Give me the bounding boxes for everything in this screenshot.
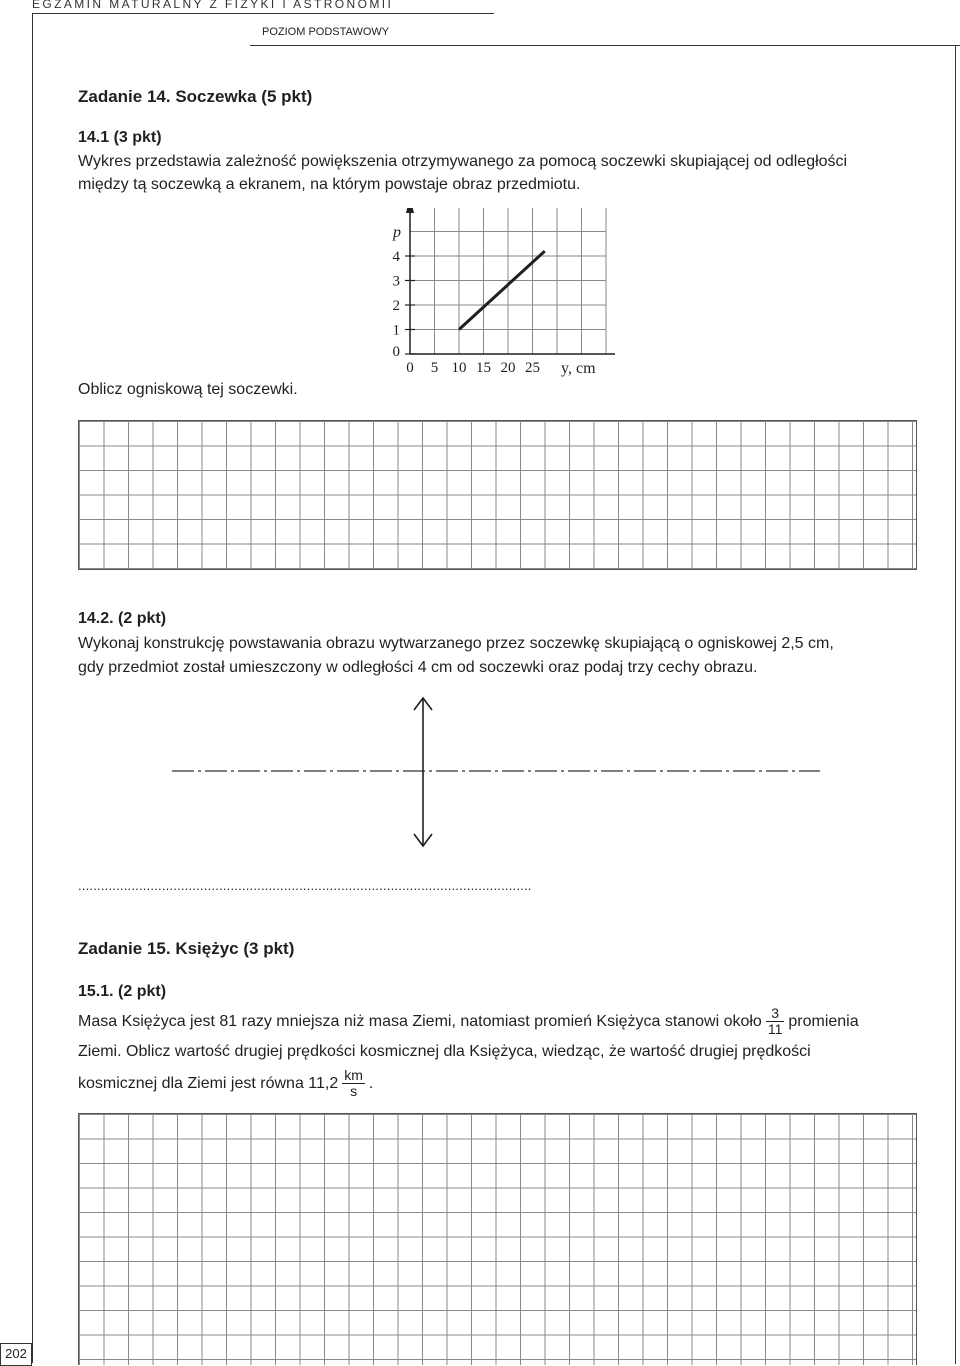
y-tick-label: 0: [392, 344, 400, 360]
x-tick-label: 25: [525, 360, 540, 376]
y-tick-label: 4: [392, 249, 400, 265]
task14-1-text-line2: między tą soczewką a ekranem, na którym powstaje obraz przedmiotu.: [78, 176, 581, 193]
level-rule: [250, 45, 960, 46]
answer-grid-15-1[interactable]: [78, 1113, 917, 1365]
task14-title: Zadanie 14. Soczewka (5 pkt): [78, 87, 313, 106]
x-axis-label: y, cm: [561, 360, 596, 377]
unit-denominator: s: [350, 1083, 358, 1099]
task15-title: Zadanie 15. Księżyc (3 pkt): [78, 939, 295, 958]
answer-grid-14-1[interactable]: [78, 420, 917, 570]
fraction-denominator: 11: [767, 1021, 783, 1037]
header-rule: [32, 13, 494, 14]
y-tick-label: 2: [392, 298, 400, 314]
task14-2-text-line2: gdy przedmiot został umieszczony w odległości 4 cm od soczewki oraz podaj trzy cechy obrazu.: [78, 659, 758, 676]
task15-text-part-c: kosmicznej dla Ziemi jest równa 11,2: [78, 1074, 339, 1092]
x-tick-label: 5: [430, 360, 439, 376]
x-tick-label: 15: [476, 360, 491, 376]
exam-title: EGZAMIN MATURALNY Z FIZYKI I ASTRONOMII: [32, 0, 394, 11]
task15-text-part-d: .: [368, 1074, 374, 1092]
x-tick-label: 10: [451, 360, 467, 376]
answer-dotted-line[interactable]: .......................................................................................................................: [78, 878, 532, 893]
lens-construction-area[interactable]: [160, 690, 840, 855]
task15-1-text-line1: [78, 1006, 859, 1037]
unit-numerator: km: [344, 1067, 363, 1083]
chart-grid: [410, 208, 606, 354]
task15-1-text-line2: Ziemi. Oblicz wartość drugiej prędkości kosmicznej dla Księżyca, wiedząc, że wartość drugiej prędkości: [78, 1043, 811, 1060]
x-tick-label: 20: [500, 360, 516, 376]
task15-1-text-line3: [78, 1068, 373, 1099]
fraction-numerator: 3: [766, 1006, 785, 1022]
page-number: 202: [0, 1343, 32, 1366]
radius-fraction: [766, 1006, 785, 1037]
task14-1-title: 14.1 (3 pkt): [78, 129, 162, 146]
y-axis-label: p: [393, 224, 401, 241]
magnification-chart: [355, 208, 615, 383]
task14-2-title: 14.2. (2 pkt): [78, 610, 167, 627]
y-tick-label: 3: [392, 273, 400, 290]
chart-series: [459, 251, 545, 329]
left-border: [32, 13, 33, 1363]
task15-1-title: 15.1. (2 pkt): [78, 983, 167, 1000]
task14-1-text-line1: Wykres przedstawia zależność powiększenia otrzymywanego za pomocą soczewki skupiającej od odległości: [78, 153, 848, 170]
task15-text-part-a: Masa Księżyca jest 81 razy mniejsza niż masa Ziemi, natomiast promień Księżyca stanowi około: [78, 1012, 762, 1030]
x-tick-label: 0: [406, 360, 414, 376]
task15-text-part-b: promienia: [788, 1012, 859, 1030]
y-axis-arrow-icon: [406, 208, 414, 213]
data-line: [459, 251, 545, 329]
chart-ticks: [393, 249, 541, 376]
level-label: POZIOM PODSTAWOWY: [262, 26, 390, 38]
task14-1-question: Oblicz ogniskową tej soczewki.: [78, 381, 298, 398]
task14-2-text-line1: Wykonaj konstrukcję powstawania obrazu wytwarzanego przez soczewkę skupiającą o ogniskowej 2,5 cm,: [78, 635, 834, 652]
unit-fraction: [342, 1068, 365, 1099]
right-border: [955, 45, 956, 1364]
y-tick-label: 1: [392, 322, 400, 339]
